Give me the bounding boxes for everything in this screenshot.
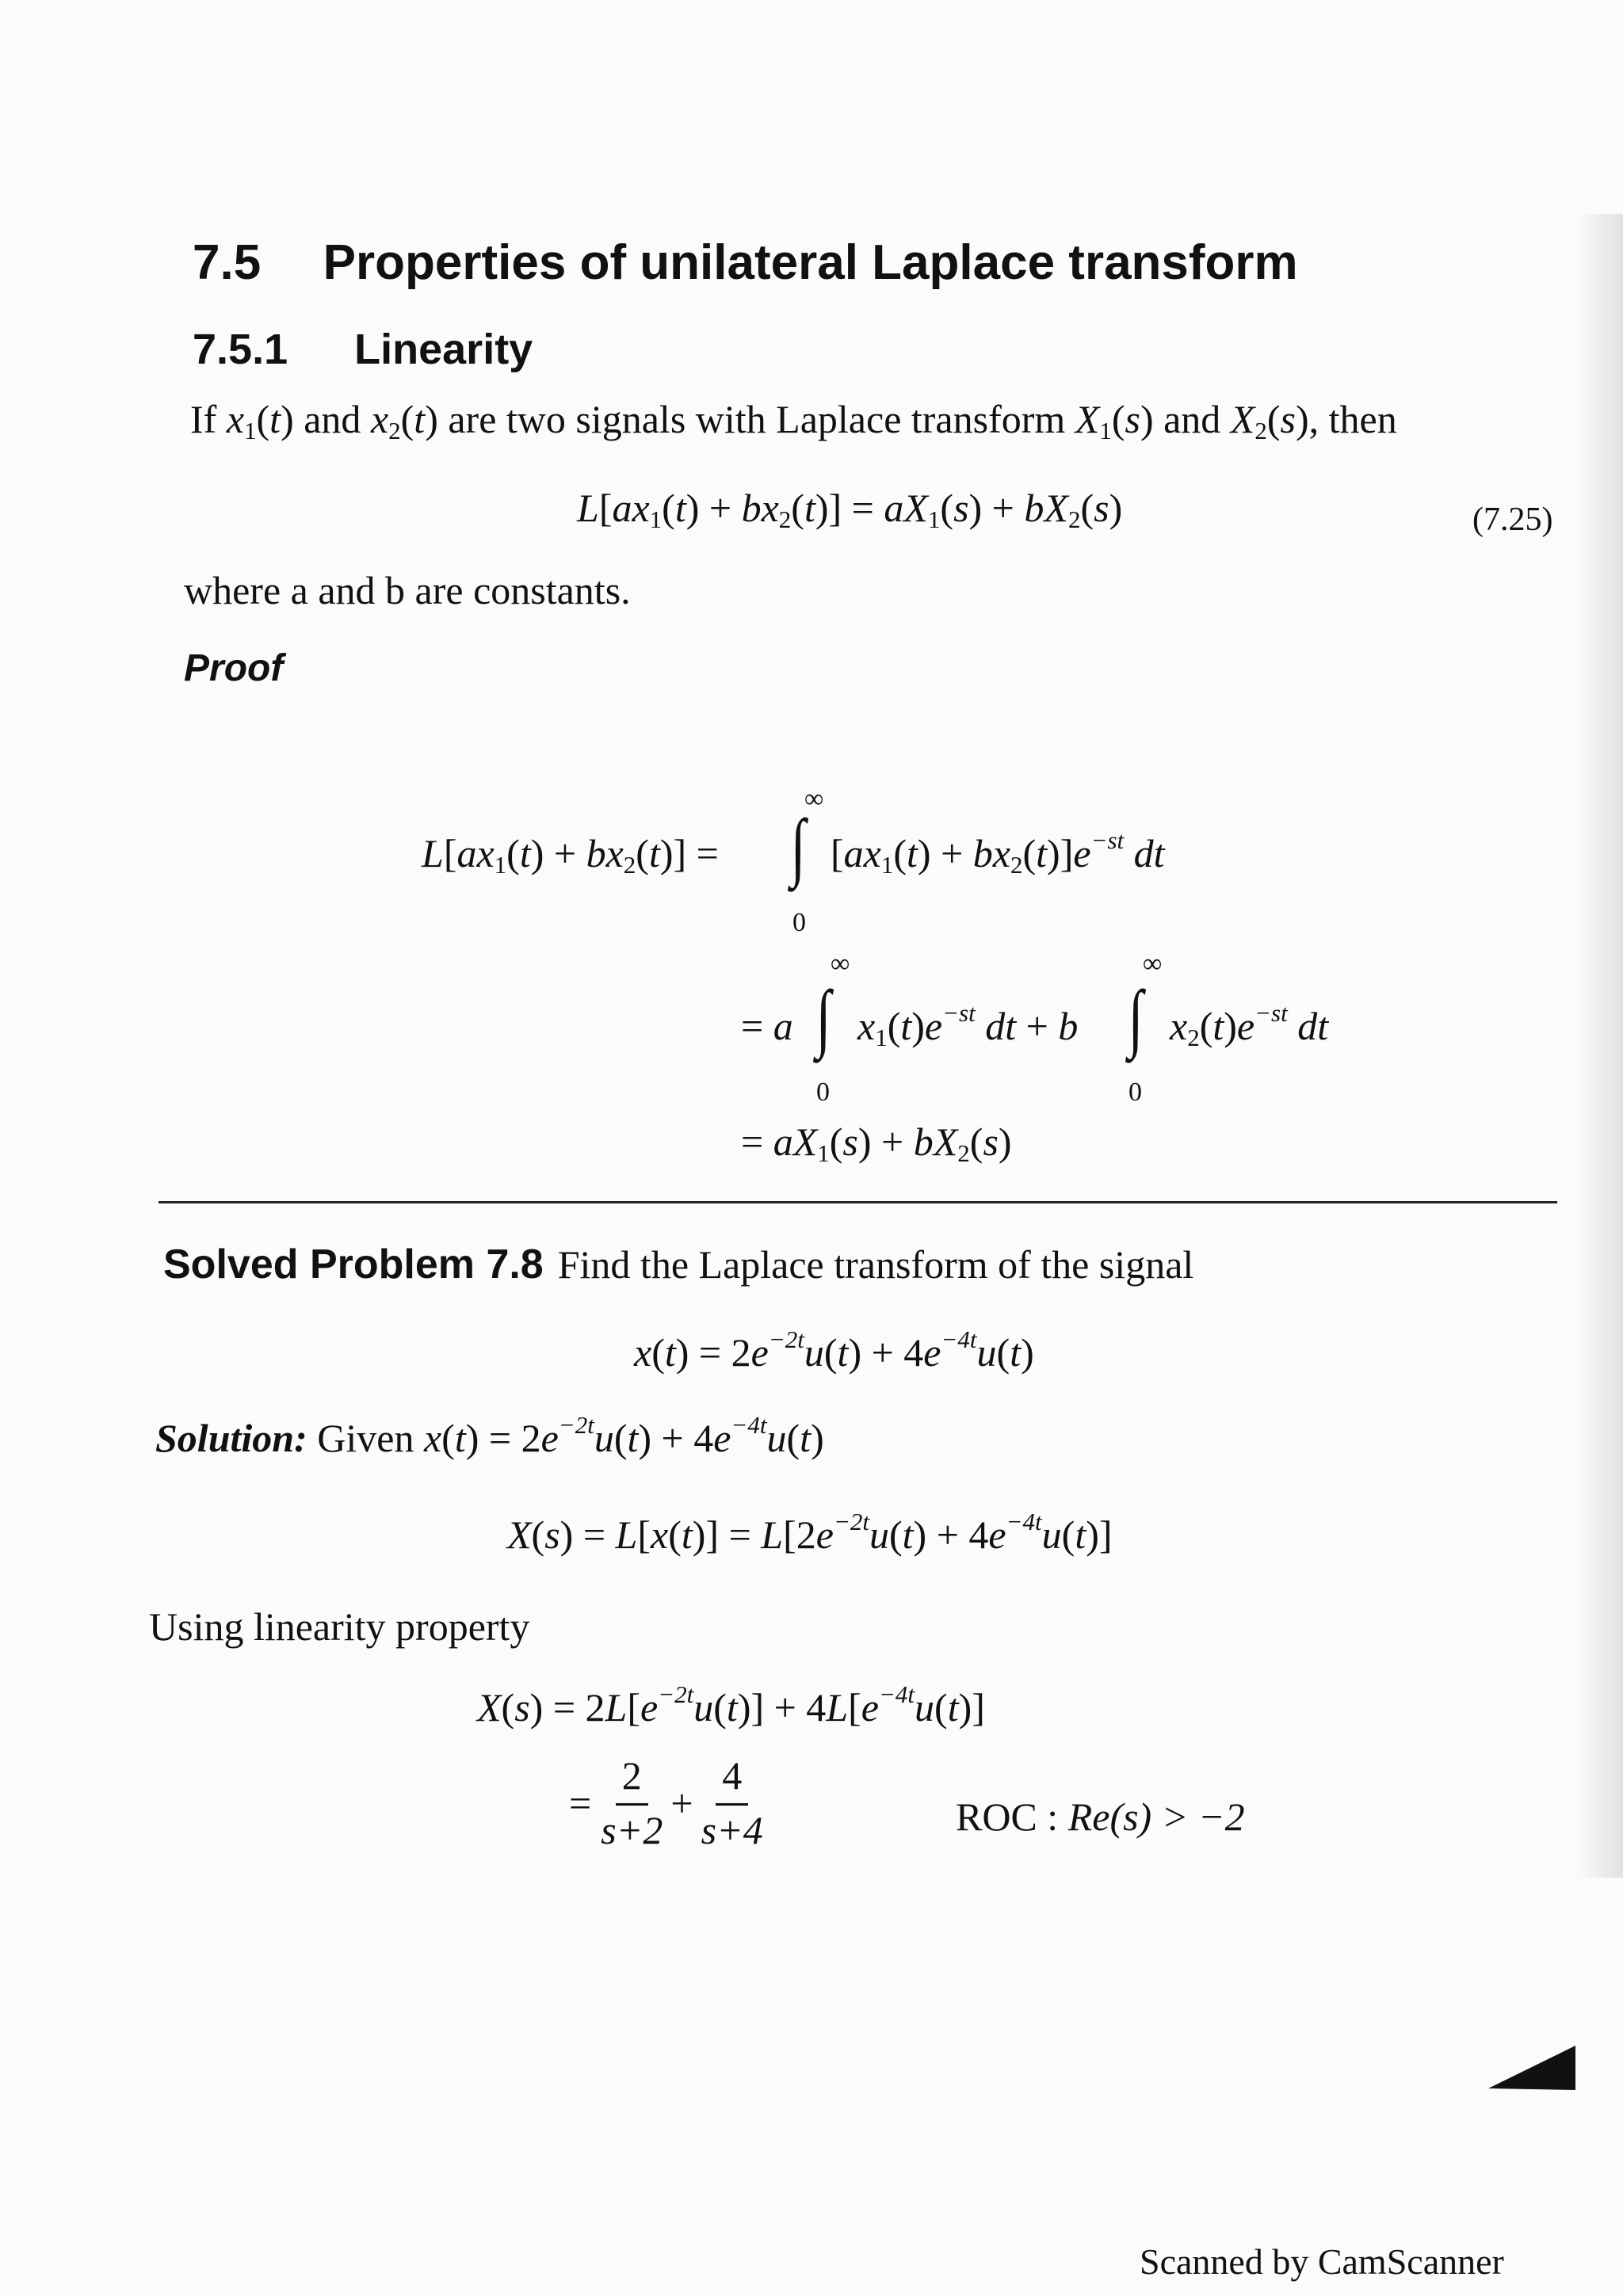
roc-condition: Re(s) > −2 <box>1067 1794 1245 1839</box>
integral-2-upper: ∞ <box>831 949 850 978</box>
subsection-number: 7.5.1 <box>193 326 288 373</box>
intro-x1: x <box>226 397 245 441</box>
fraction-2-denominator: s+4 <box>701 1808 763 1852</box>
roc <box>956 1794 1245 1840</box>
section-heading <box>193 235 1298 291</box>
intro-and: and <box>304 397 361 441</box>
scanner-footer: Scanned by CamScanner <box>1140 2241 1504 2282</box>
intro-X1: X <box>1075 397 1100 441</box>
result-line: = $\frac{2}{s+2}$ + $\frac{4}{s+4}$ <box>569 1753 763 1852</box>
section-divider <box>158 1201 1557 1203</box>
page-edge-shadow <box>1575 214 1623 1878</box>
fraction-1-numerator: 2 <box>616 1753 648 1806</box>
solution-line: Solution: Given $x(t) = 2e^{-2t}u(t) + 4e^{-4t}u(t)$ <box>155 1410 824 1460</box>
proof-line-3: = $aX_1(s) + bX_2(s)$ <box>741 1119 1012 1167</box>
problem-label: Solved Problem 7.8 <box>163 1241 544 1287</box>
integral-3-upper: ∞ <box>1143 949 1163 978</box>
problem-statement: Find the Laplace transform of the signal <box>557 1242 1194 1287</box>
solution-given: Given <box>317 1416 414 1460</box>
intro-and2: and <box>1163 397 1221 441</box>
integral-sign-1: ∫ <box>790 803 806 888</box>
roc-label: ROC : <box>956 1794 1059 1839</box>
intro-middle: are two signals with Laplace transform <box>448 397 1066 441</box>
intro-then: , then <box>1308 397 1397 441</box>
proof-line-2-end: $x_2(t)e^{-st}$ dt <box>1170 998 1329 1051</box>
proof-line-2-mid: $x_1(t)e^{-st}$ dt + b <box>857 998 1079 1051</box>
linearity-equation: $L[ax_1(t) + bx_2(t)] = aX_1(s) + bX_2(s)$ <box>577 486 1123 533</box>
constants-note: where a and b are constants. <box>184 568 631 612</box>
integral-1-lower: 0 <box>792 908 806 937</box>
proof-line-1-lhs: $L[ax_1(t) + bx_2(t)]$ = <box>422 831 719 879</box>
transform-definition: $X(s) = L[x(t)] = L[2e^{-2t}u(t) + 4e^{-4t}u(t)]$ <box>507 1507 1113 1557</box>
linearity-application: $X(s) = 2L[e^{-2t}u(t)] + 4L[e^{-4t}u(t)]$ <box>477 1680 985 1730</box>
linearity-note: Using linearity property <box>149 1604 530 1649</box>
proof-label: Proof <box>184 647 284 689</box>
intro-x2: x <box>370 397 389 441</box>
page-corner-mark <box>1488 2042 1575 2090</box>
subsection-title: Linearity <box>354 326 533 373</box>
fraction-1 <box>601 1753 663 1853</box>
proof-line-2-a: = a <box>741 1004 793 1048</box>
proof-line-1-rhs: $[ax_1(t) + bx_2(t)]e^{-st}$ dt <box>831 826 1165 879</box>
fraction-2-numerator: 4 <box>716 1753 748 1806</box>
integral-sign-2: ∫ <box>815 974 831 1059</box>
integral-1-upper: ∞ <box>804 784 824 814</box>
subsection-heading <box>193 325 533 374</box>
intro-sentence: If $x_1(t)$ and $x_2(t)$ are two signals with Laplace transform $X_1(s)$ and $X_2(s)$, then <box>190 397 1397 444</box>
intro-X2: X <box>1230 397 1255 441</box>
signal-equation: $x(t) = 2e^{-2t}u(t) + 4e^{-4t}u(t)$ <box>634 1325 1034 1375</box>
integral-2-lower: 0 <box>816 1077 830 1107</box>
solution-label: Solution: <box>155 1416 307 1460</box>
fraction-2 <box>701 1753 763 1853</box>
intro-if: If <box>190 397 217 441</box>
integral-3-lower: 0 <box>1128 1077 1142 1107</box>
fraction-1-denominator: s+2 <box>601 1808 663 1852</box>
section-title: Properties of unilateral Laplace transform <box>323 235 1298 290</box>
section-number: 7.5 <box>193 235 262 290</box>
solved-problem-header <box>163 1241 1193 1288</box>
integral-sign-3: ∫ <box>1128 974 1144 1059</box>
equation-number: (7.25) <box>1472 502 1553 538</box>
